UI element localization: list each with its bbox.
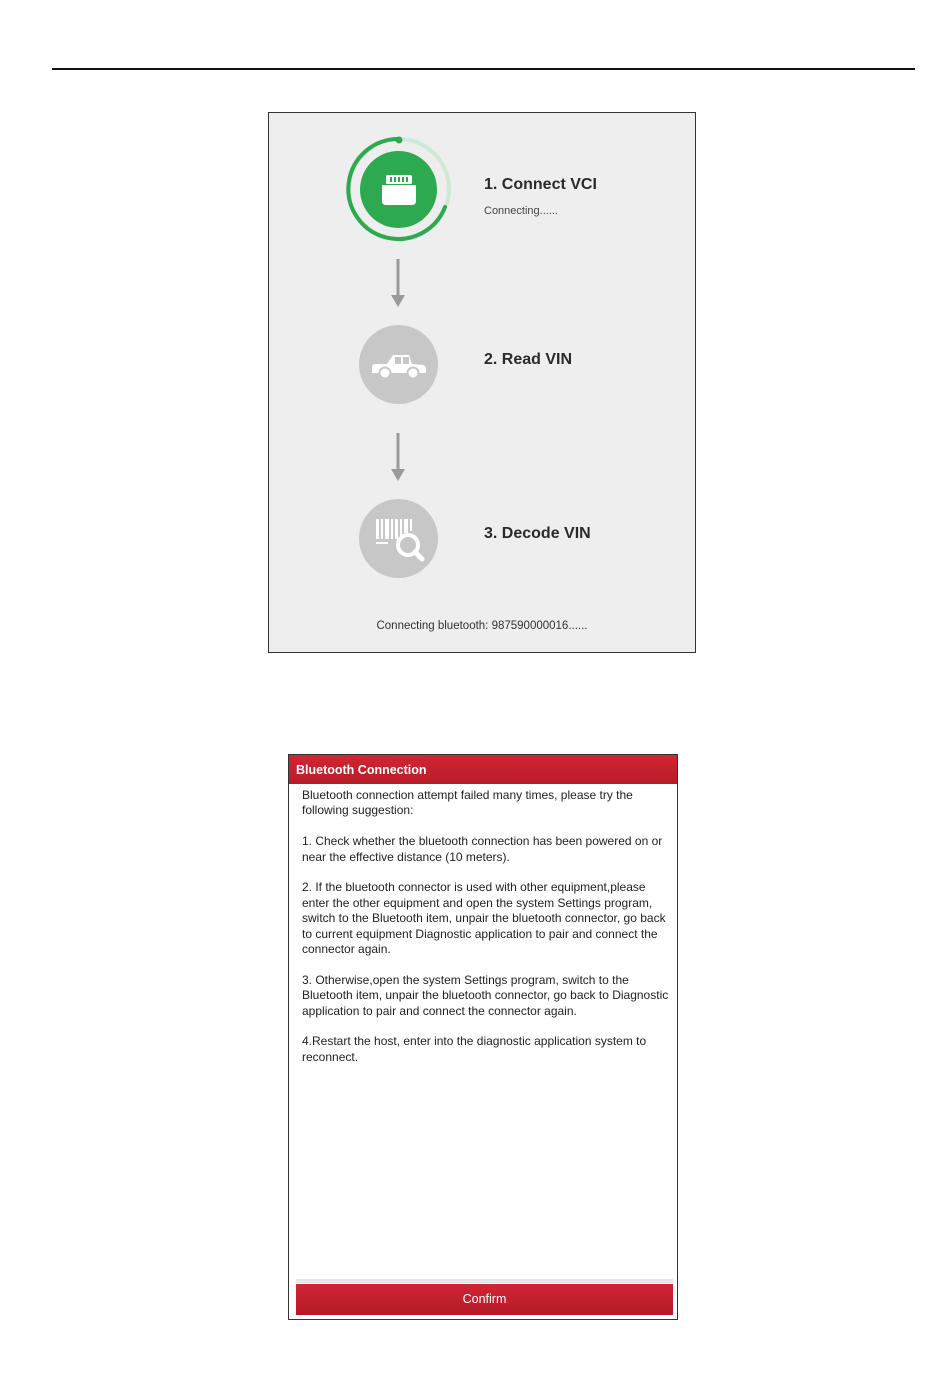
dialog-body xyxy=(302,788,674,1081)
step-read-vin-title: 2. Read VIN xyxy=(484,351,573,368)
arrow-down-icon xyxy=(391,433,405,481)
connection-steps-screen xyxy=(268,112,696,653)
step-decode-vin-badge xyxy=(359,499,438,578)
arrow-down-icon xyxy=(391,259,405,307)
bluetooth-connection-dialog xyxy=(288,754,678,1320)
page-header-rule xyxy=(52,68,915,70)
step-connect-vci-status: Connecting...... xyxy=(484,205,558,217)
car-icon xyxy=(371,350,427,380)
step-connect-vci-badge xyxy=(360,151,437,228)
dialog-title: Bluetooth Connection xyxy=(289,755,677,784)
suggestion-item: 4.Restart the host, enter into the diagnostic application system to reconnect. xyxy=(302,1034,647,1064)
vci-connector-icon xyxy=(380,174,418,206)
bluetooth-status-text: Connecting bluetooth: 987590000016...... xyxy=(376,620,588,632)
step-read-vin-badge xyxy=(359,325,438,404)
suggestion-item: 1. Check whether the bluetooth connection has been powered on or near the effective distance (10 meters). xyxy=(302,834,663,864)
step-decode-vin-title: 3. Decode VIN xyxy=(484,525,591,542)
barcode-search-icon xyxy=(373,515,425,563)
suggestion-item: 3. Otherwise,open the system Settings program, switch to the Bluetooth item, unpair the bluetooth connector, go back to Diagnostic application to pair and connect the connector again. xyxy=(302,972,669,1018)
step-connect-vci-title: 1. Connect VCI xyxy=(484,176,597,193)
confirm-button[interactable]: Confirm xyxy=(296,1284,673,1315)
footer-divider xyxy=(296,1279,673,1283)
suggestion-item: 2. If the bluetooth connector is used with other equipment,please enter the other equipment and open the system Settings program, switch to the Bluetooth item, unpair the bluetooth connector, go back to current equipment Diagnostic application to pair and connect the connector again. xyxy=(302,880,666,957)
dialog-intro: Bluetooth connection attempt failed many times, please try the following suggestion: xyxy=(302,788,633,818)
